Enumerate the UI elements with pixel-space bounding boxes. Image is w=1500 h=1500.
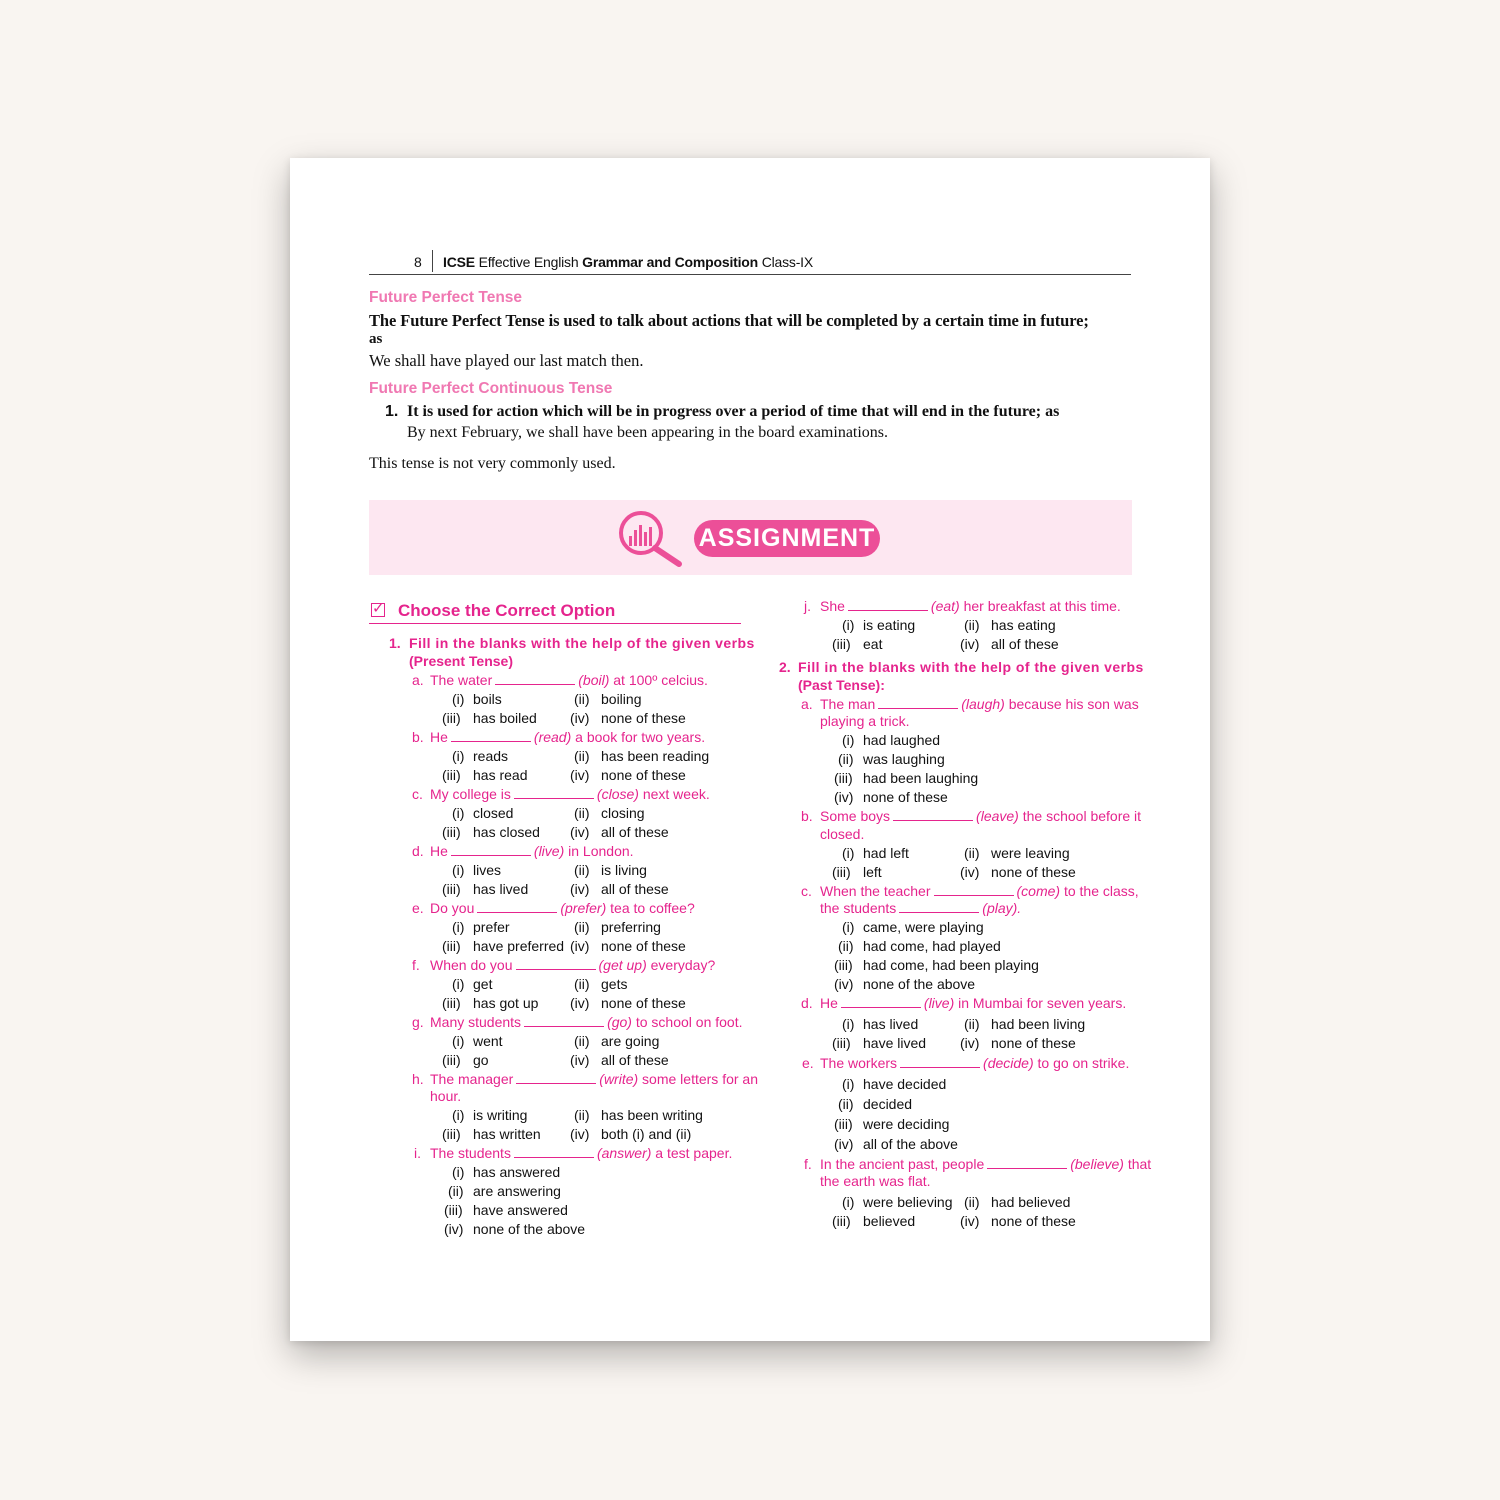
option-numeral: (iv) [834,1136,854,1152]
option-text: all of these [991,636,1059,652]
question-number: 2. [779,659,791,675]
assignment-banner [369,500,1132,575]
question-item: The manager (write) some letters for an [430,1071,758,1087]
question-item: My college is (close) next week. [430,786,710,802]
option-numeral: (ii) [574,1107,590,1123]
option-numeral: (iv) [570,710,590,726]
option-numeral: (ii) [964,617,980,633]
item-letter: f. [412,957,420,973]
option-numeral: (iii) [442,824,461,840]
future-perfect-description-cont: as [369,331,383,347]
option-numeral: (iv) [960,1035,980,1051]
question-tense: (Past Tense): [798,677,885,693]
option-numeral: (iii) [832,1035,851,1051]
option-numeral: (iv) [834,976,854,992]
question-item-cont: the students (play). [820,900,1022,916]
question-item: She (eat) her breakfast at this time. [820,598,1121,614]
future-perfect-continuous-heading: Future Perfect Continuous Tense [369,380,613,397]
answer-blank [516,1073,596,1084]
option-text: none of these [601,710,686,726]
choose-correct-option-heading: ✓ Choose the Correct Option [369,601,741,624]
option-numeral: (iv) [570,1052,590,1068]
question-item-cont: closed. [820,826,865,842]
option-numeral: (ii) [574,805,590,821]
item-letter: g. [412,1014,424,1030]
question-instruction: Fill in the blanks with the help of the given verbs [798,659,1144,675]
question-item-cont: hour. [430,1088,462,1104]
option-text: none of these [991,864,1076,880]
option-numeral: (iii) [442,1052,461,1068]
question-tense: (Present Tense) [409,653,513,669]
future-perfect-description: The Future Perfect Tense is used to talk about actions that will be completed by a certain time in future; [369,311,1089,330]
item-letter: i. [414,1145,421,1161]
answer-blank [841,997,921,1008]
assignment-badge: ASSIGNMENT [694,520,880,557]
item-letter: f. [804,1156,812,1172]
option-numeral: (iv) [960,636,980,652]
answer-blank [934,885,1014,896]
option-text: had come, had been playing [863,957,1039,973]
option-numeral: (iii) [444,1202,463,1218]
page-number: 8 [414,254,422,270]
option-text: all of these [601,1052,669,1068]
option-numeral: (i) [452,1033,465,1049]
option-numeral: (ii) [964,1194,980,1210]
option-numeral: (i) [452,748,465,764]
answer-blank [848,600,928,611]
option-text: has written [473,1126,541,1142]
question-item: He (read) a book for two years. [430,729,706,745]
option-numeral: (iv) [960,1213,980,1229]
answer-blank [899,902,979,913]
option-text: believed [863,1213,916,1229]
option-text: have lived [863,1035,927,1051]
option-numeral: (iii) [442,767,461,783]
option-text: has answered [473,1164,561,1180]
option-text: has eating [991,617,1056,633]
option-text: were believing [863,1194,953,1210]
question-item: When do you (get up) everyday? [430,957,716,973]
item-letter: d. [801,995,813,1011]
option-numeral: (i) [452,691,465,707]
option-numeral: (i) [452,1164,465,1180]
option-numeral: (i) [452,805,465,821]
option-numeral: (ii) [574,691,590,707]
question-item: The man (laugh) because his son was [820,696,1139,712]
option-numeral: (iv) [570,767,590,783]
item-letter: d. [412,843,424,859]
option-text: had believed [991,1194,1071,1210]
option-numeral: (iii) [442,710,461,726]
option-text: have preferred [473,938,565,954]
header-divider [432,250,433,272]
question-item: The students (answer) a test paper. [430,1145,733,1161]
option-text: has closed [473,824,540,840]
item-letter: b. [412,729,424,745]
option-numeral: (i) [842,732,855,748]
option-text: had been living [991,1016,1086,1032]
question-item-cont: the earth was flat. [820,1173,931,1189]
answer-blank [495,674,575,685]
option-numeral: (ii) [964,845,980,861]
option-text: lives [473,862,502,878]
question-instruction: Fill in the blanks with the help of the given verbs [409,635,755,651]
future-perfect-continuous-point: It is used for action which will be in progress over a period of time that will end in the future; as [407,403,1060,420]
option-numeral: (i) [842,1194,855,1210]
option-numeral: (i) [452,862,465,878]
option-text: boils [473,691,502,707]
question-item: The water (boil) at 100º celcius. [430,672,708,688]
option-numeral: (iv) [570,824,590,840]
option-numeral: (iii) [442,1126,461,1142]
option-numeral: (ii) [574,919,590,935]
option-text: was laughing [863,751,945,767]
option-text: none of these [601,938,686,954]
option-text: eat [863,636,883,652]
answer-blank [451,845,531,856]
option-text: decided [863,1096,913,1112]
future-perfect-continuous-example: By next February, we shall have been appearing in the board examinations. [407,424,889,441]
option-numeral: (iv) [834,789,854,805]
option-numeral: (iii) [832,1213,851,1229]
option-text: has lived [863,1016,919,1032]
answer-blank [900,1057,980,1068]
option-text: gets [601,976,628,992]
question-item: Some boys (leave) the school before it [820,808,1142,824]
option-numeral: (iv) [570,1126,590,1142]
question-item: Many students (go) to school on foot. [430,1014,743,1030]
option-text: all of the above [863,1136,958,1152]
answer-blank [987,1158,1067,1169]
answer-blank [878,698,958,709]
option-text: has read [473,767,528,783]
option-text: get [473,976,493,992]
option-text: boiling [601,691,642,707]
option-numeral: (iv) [960,864,980,880]
answer-blank [451,731,531,742]
option-text: none of the above [473,1221,586,1237]
question-item: He (live) in London. [430,843,634,859]
book-title: ICSE Effective English Grammar and Composition Class-IX [443,254,813,270]
answer-blank [516,959,596,970]
usage-note: This tense is not very commonly used. [369,455,616,472]
option-numeral: (ii) [574,1033,590,1049]
option-numeral: (iii) [832,864,851,880]
option-text: have decided [863,1076,947,1092]
option-numeral: (ii) [574,862,590,878]
question-item: In the ancient past, people (believe) that [820,1156,1152,1172]
option-numeral: (iii) [834,1116,853,1132]
item-letter: b. [801,808,813,824]
option-text: closed [473,805,514,821]
option-text: have answered [473,1202,568,1218]
item-letter: c. [412,786,423,802]
option-numeral: (ii) [964,1016,980,1032]
question-number: 1. [389,635,401,651]
future-perfect-heading: Future Perfect Tense [369,289,523,306]
item-letter: a. [801,696,813,712]
point-number: 1. [385,403,399,420]
option-numeral: (i) [842,919,855,935]
option-numeral: (ii) [838,938,854,954]
option-text: prefer [473,919,510,935]
option-text: none of these [991,1035,1076,1051]
item-letter: e. [412,900,424,916]
option-numeral: (iii) [834,770,853,786]
checkmark-icon: ✓ [372,600,385,617]
option-numeral: (iv) [444,1221,464,1237]
option-text: has been reading [601,748,710,764]
option-numeral: (i) [842,1076,855,1092]
item-letter: e. [802,1055,814,1071]
option-numeral: (ii) [448,1183,464,1199]
option-text: had been laughing [863,770,979,786]
question-item-cont: playing a trick. [820,713,910,729]
option-text: none of the above [863,976,976,992]
option-text: has lived [473,881,529,897]
option-text: is eating [863,617,916,633]
option-text: none of these [863,789,948,805]
option-text: has been writing [601,1107,703,1123]
option-text: had left [863,845,909,861]
option-text: are answering [473,1183,561,1199]
option-numeral: (ii) [574,748,590,764]
magnifier-chart-icon [617,508,689,570]
option-text: went [473,1033,503,1049]
option-text: all of these [601,881,669,897]
option-numeral: (iv) [570,881,590,897]
question-item: He (live) in Mumbai for seven years. [820,995,1127,1011]
answer-blank [893,810,973,821]
answer-blank [524,1016,604,1027]
future-perfect-example: We shall have played our last match then. [369,351,644,370]
option-text: has boiled [473,710,537,726]
option-numeral: (iii) [442,881,461,897]
option-numeral: (i) [452,976,465,992]
option-text: all of these [601,824,669,840]
option-text: are going [601,1033,660,1049]
option-text: were leaving [991,845,1070,861]
textbook-page [290,158,1210,1341]
option-text: closing [601,805,645,821]
option-numeral: (ii) [574,976,590,992]
option-text: reads [473,748,509,764]
option-text: is living [601,862,647,878]
option-text: had come, had played [863,938,1001,954]
question-item: Do you (prefer) tea to coffee? [430,900,695,916]
option-text: were deciding [863,1116,950,1132]
option-text: left [863,864,882,880]
option-numeral: (i) [452,1107,465,1123]
item-letter: c. [801,883,812,899]
option-text: is writing [473,1107,528,1123]
running-header [369,252,1131,275]
option-text: both (i) and (ii) [601,1126,692,1142]
option-text: none of these [991,1213,1076,1229]
option-text: none of these [601,767,686,783]
option-numeral: (ii) [838,1096,854,1112]
option-text: none of these [601,995,686,1011]
item-letter: a. [412,672,424,688]
option-text: came, were playing [863,919,984,935]
question-item: The workers (decide) to go on strike. [820,1055,1130,1071]
answer-blank [477,902,557,913]
option-numeral: (iii) [442,938,461,954]
option-numeral: (i) [842,845,855,861]
option-numeral: (iv) [570,938,590,954]
option-numeral: (ii) [838,751,854,767]
option-numeral: (i) [452,919,465,935]
option-text: preferring [601,919,661,935]
option-numeral: (i) [842,617,855,633]
option-text: has got up [473,995,539,1011]
option-numeral: (iv) [570,995,590,1011]
option-text: had laughed [863,732,941,748]
option-numeral: (iii) [834,957,853,973]
item-letter: h. [412,1071,424,1087]
answer-blank [514,788,594,799]
item-letter: j. [804,598,811,614]
option-text: go [473,1052,489,1068]
option-numeral: (i) [842,1016,855,1032]
question-item: When the teacher (come) to the class, [820,883,1139,899]
option-numeral: (iii) [832,636,851,652]
option-numeral: (iii) [442,995,461,1011]
answer-blank [514,1147,594,1158]
